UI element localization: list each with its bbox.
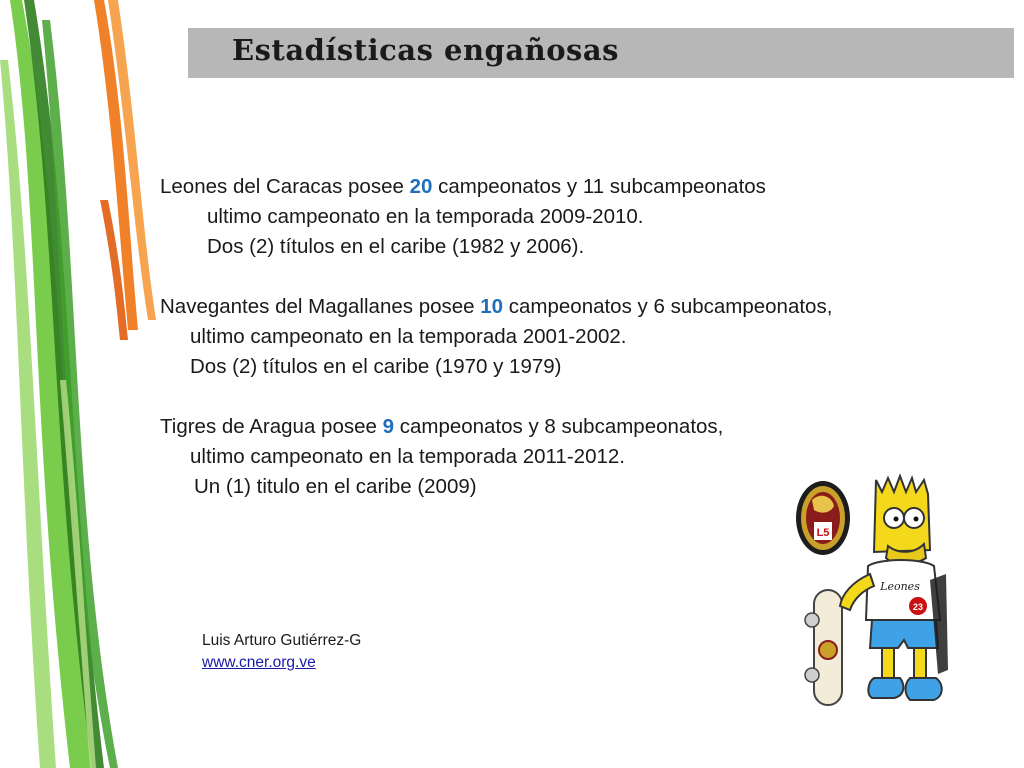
last-championship-line: ultimo campeonato en la temporada 2011-2012. bbox=[190, 445, 625, 468]
cartoon-character-icon bbox=[840, 476, 948, 700]
last-championship-line: ultimo campeonato en la temporada 2009-2010. bbox=[207, 205, 644, 228]
caribbean-titles-line: Un (1) titulo en el caribe (2009) bbox=[194, 475, 477, 498]
leones-logo-icon bbox=[796, 481, 850, 555]
author-name: Luis Arturo Gutiérrez-G bbox=[202, 632, 362, 649]
team-summary-line bbox=[160, 292, 960, 322]
caribbean-titles-line: Dos (2) títulos en el caribe (1970 y 1979) bbox=[190, 355, 562, 378]
championship-count: 9 bbox=[382, 415, 395, 438]
shirt-text: Leones bbox=[880, 580, 920, 593]
author-website-link[interactable]: www.cner.org.ve bbox=[202, 654, 316, 671]
championship-count: 10 bbox=[480, 295, 504, 318]
championship-count: 20 bbox=[409, 175, 433, 198]
logo-badge-text: L5 bbox=[816, 527, 830, 539]
shirt-number: 23 bbox=[912, 602, 924, 612]
team-summary-line bbox=[160, 172, 960, 202]
decorative-stripes bbox=[0, 0, 160, 768]
leones-mascot-illustration bbox=[790, 470, 950, 715]
author-credit bbox=[202, 630, 361, 674]
page-title: Estadísticas engañosas bbox=[232, 33, 619, 67]
team-summary-pre: Leones del Caracas posee bbox=[160, 175, 410, 198]
team-block-leones bbox=[160, 172, 960, 262]
team-summary-post: campeonatos y 6 subcampeonatos, bbox=[503, 295, 833, 318]
last-championship-line: ultimo campeonato en la temporada 2001-2002. bbox=[190, 325, 627, 348]
title-bar bbox=[188, 28, 1014, 78]
team-block-navegantes bbox=[160, 292, 960, 382]
skateboard-icon bbox=[805, 590, 842, 705]
team-summary-pre: Navegantes del Magallanes posee bbox=[160, 295, 481, 318]
team-summary-post: campeonatos y 8 subcampeonatos, bbox=[394, 415, 724, 438]
team-summary-pre: Tigres de Aragua posee bbox=[160, 415, 383, 438]
team-summary-line bbox=[160, 412, 960, 442]
team-summary-post: campeonatos y 11 subcampeonatos bbox=[432, 175, 766, 198]
caribbean-titles-line: Dos (2) títulos en el caribe (1982 y 2006). bbox=[207, 235, 585, 258]
